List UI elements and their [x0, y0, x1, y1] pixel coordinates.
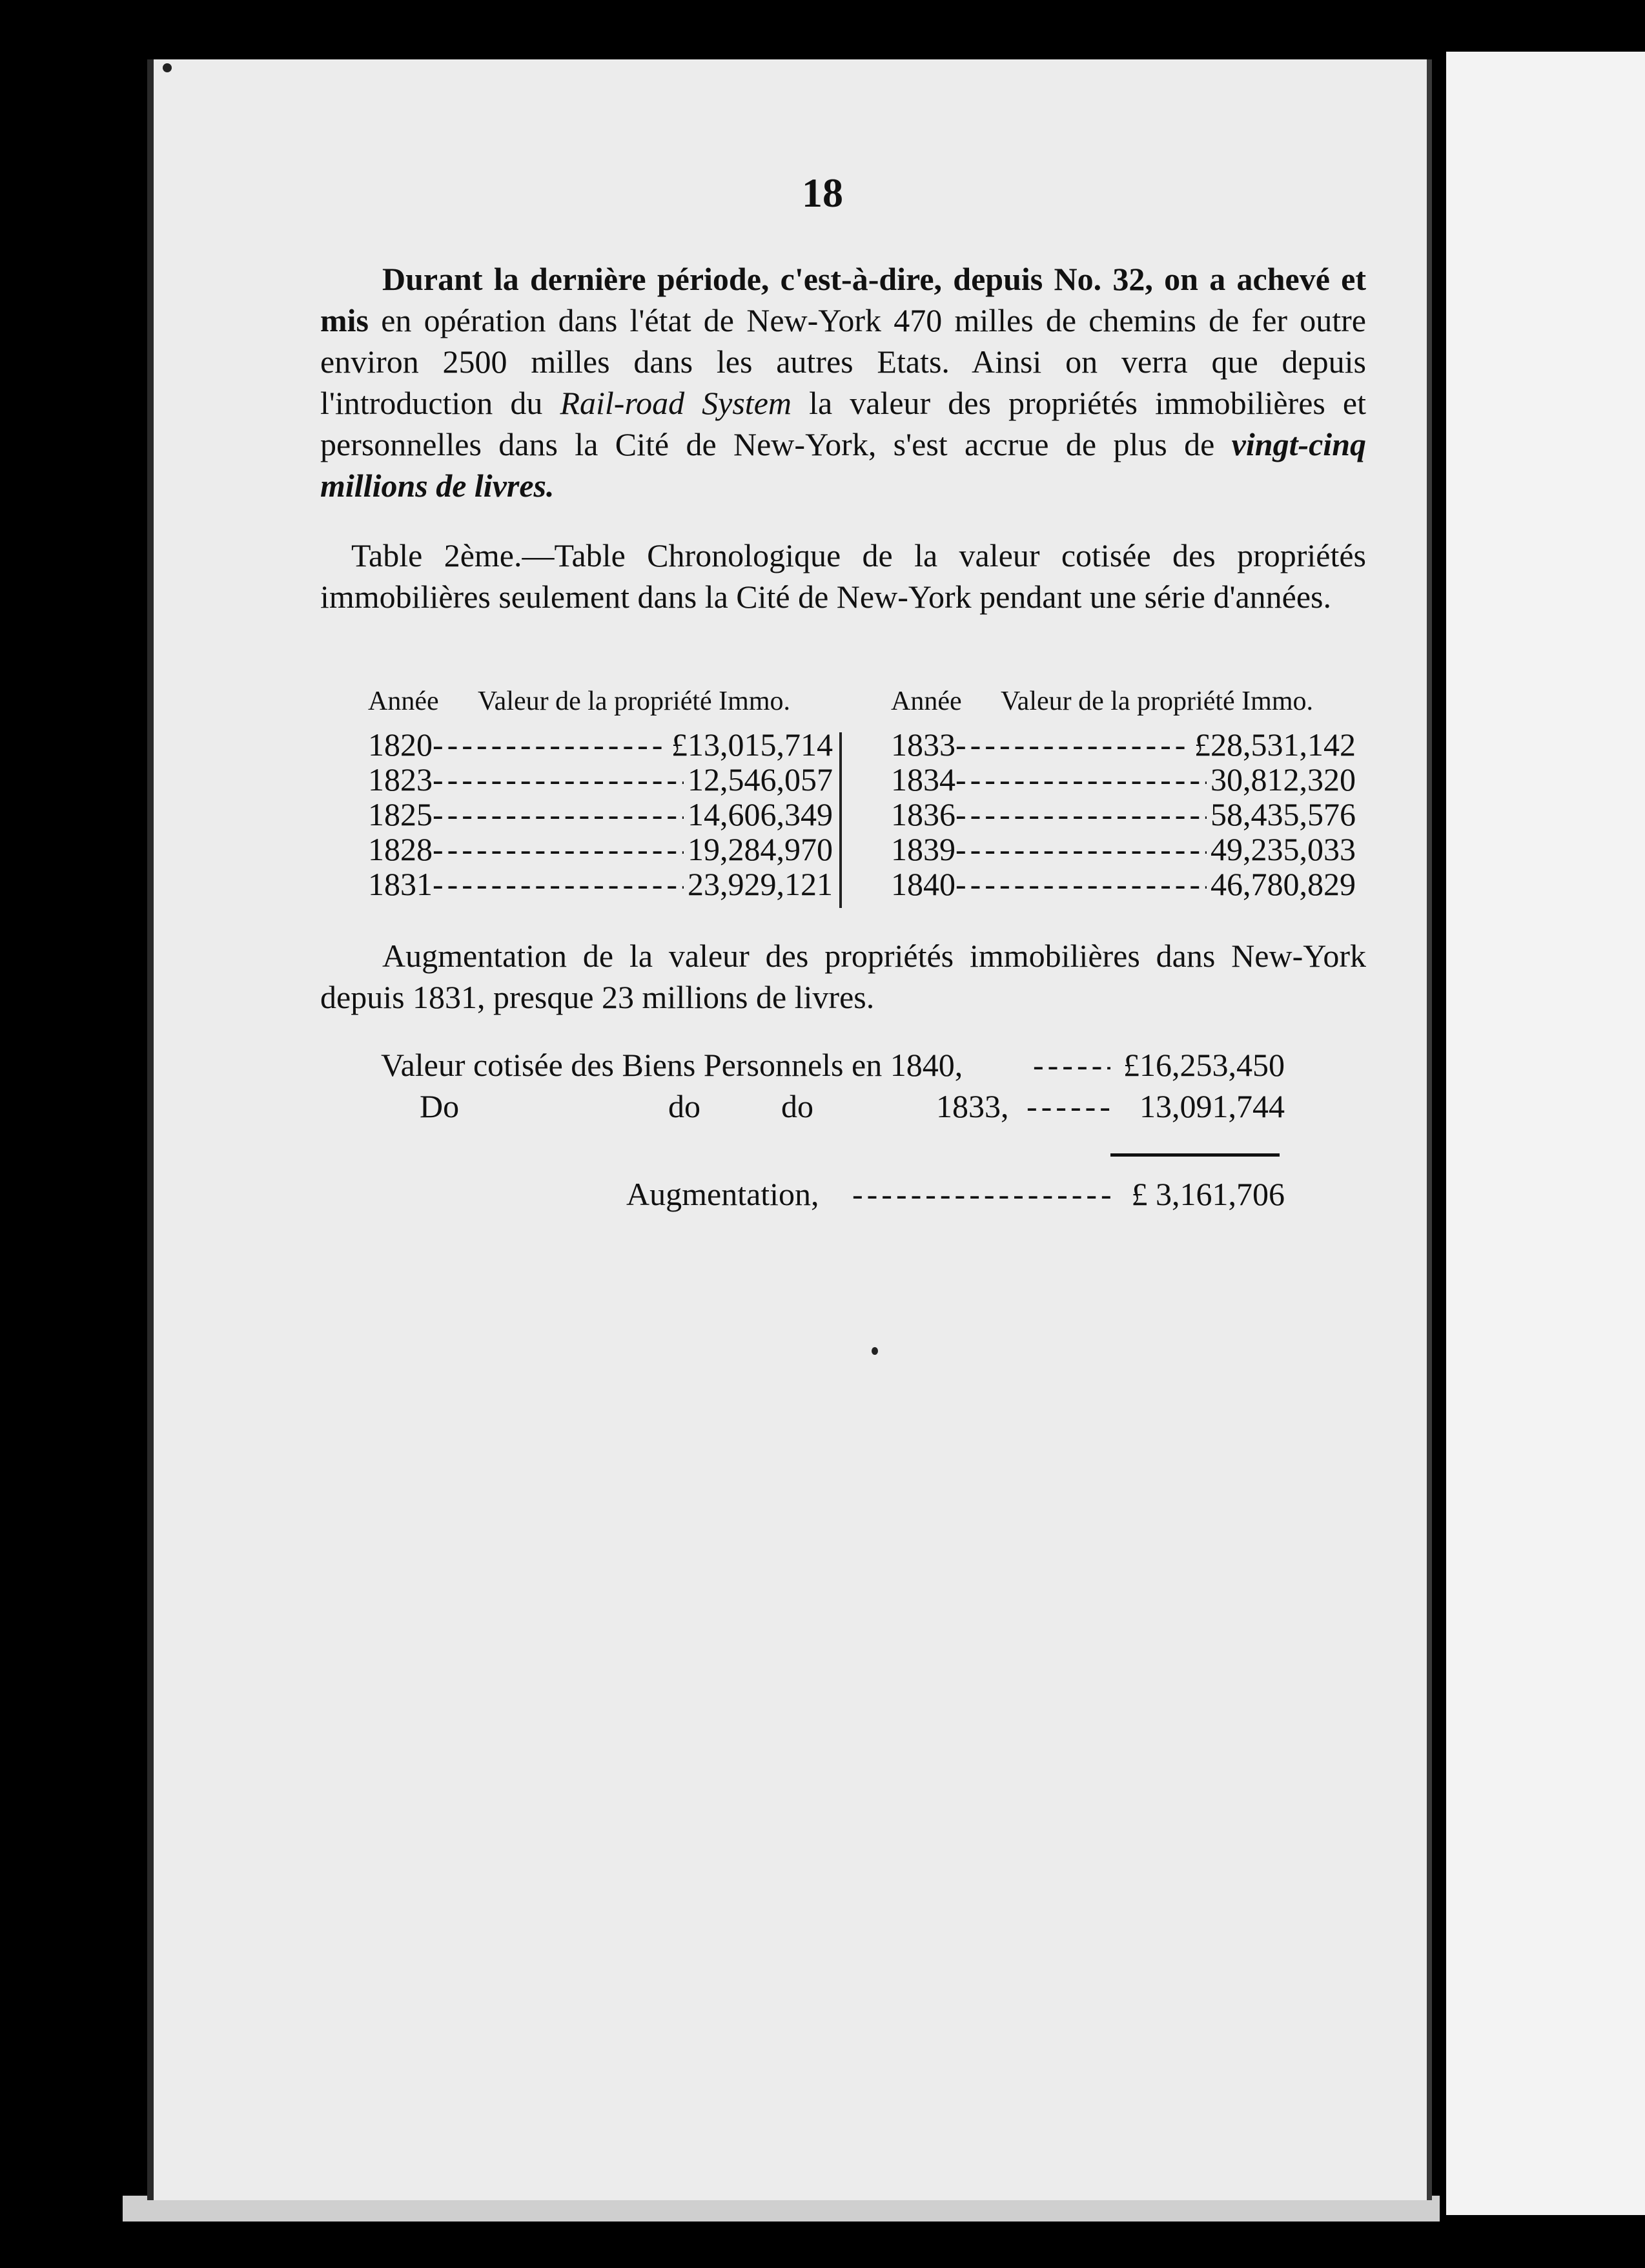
leader-dots [955, 727, 1190, 762]
paragraph-text-b: la valeur des propriétés immobilières et personnelles dans la Cité de New-York, s'est accrue de plus de [320, 385, 1367, 462]
table-row [891, 797, 1356, 832]
value-cell: 30,812,320 [1211, 761, 1356, 798]
table-row [891, 762, 1356, 797]
leader-dots [852, 1175, 1110, 1213]
ledger-year: 1833, [936, 1088, 1009, 1124]
value-cell: 46,780,829 [1211, 866, 1356, 902]
year-cell: 1840 [891, 866, 955, 902]
value-cell: £13,015,714 [671, 727, 833, 763]
value-cell: 58,435,576 [1211, 796, 1356, 832]
table-row [891, 832, 1356, 867]
leader-dots [433, 832, 684, 867]
sum-rule [1110, 1153, 1280, 1157]
leader-dots [1033, 1046, 1110, 1084]
ditto-mark: Do [420, 1088, 460, 1124]
table-row [891, 727, 1356, 762]
leader-dots [433, 867, 684, 902]
year-header: Année [891, 686, 962, 716]
value-header: Valeur de la propriété Immo. [478, 686, 790, 716]
table-header [891, 686, 1356, 727]
paragraph-table-caption [320, 535, 1366, 617]
table-row [368, 727, 833, 762]
italic-phrase: Rail-road System [560, 385, 792, 421]
paragraph-augmentation [320, 935, 1366, 1018]
table-row [891, 867, 1356, 902]
year-cell: 1825 [368, 796, 433, 832]
augmentation-text: Augmentation de la valeur des propriétés immobilières dans New-York depuis 1831, presque 23 millions de livres. [320, 938, 1366, 1015]
year-cell: 1820 [368, 727, 433, 763]
ledger-total-row [381, 1175, 1285, 1217]
value-cell: 49,235,033 [1211, 831, 1356, 867]
ledger-row [381, 1088, 1285, 1129]
paragraph-lead: Durant la dernière période, c'est-à-dire, depuis No. 32, on a achevé et mis [320, 261, 1366, 338]
table-column-right [891, 686, 1356, 902]
value-cell: 23,929,121 [688, 866, 833, 902]
leader-dots [1027, 1088, 1110, 1125]
ledger-value: £16,253,450 [1123, 1047, 1285, 1083]
leader-dots [433, 762, 684, 797]
leader-dots [955, 832, 1207, 867]
year-cell: 1839 [891, 831, 955, 867]
table-divider [839, 732, 842, 908]
leader-dots [955, 762, 1207, 797]
table-row [368, 867, 833, 902]
value-cell: £28,531,142 [1194, 727, 1356, 763]
leader-dots [433, 727, 668, 762]
table-row [368, 797, 833, 832]
value-cell: 19,284,970 [688, 831, 833, 867]
year-cell: 1831 [368, 866, 433, 902]
ink-speck [163, 63, 172, 72]
page-number: 18 [802, 170, 843, 216]
leader-dots [433, 797, 684, 832]
value-cell: 14,606,349 [688, 796, 833, 832]
table-column-left [368, 686, 833, 902]
ink-speck [872, 1347, 878, 1355]
year-header: Année [368, 686, 439, 716]
year-cell: 1834 [891, 761, 955, 798]
facing-page [1446, 52, 1645, 2215]
total-value: £ 3,161,706 [1131, 1176, 1285, 1212]
table-header [368, 686, 833, 727]
paragraph-text-a: en opération dans l'état de New-York 470 milles de chemins de fer outre environ 2500 milles dans les autres Etats. Ainsi on verra que depuis l'introduction du [320, 302, 1366, 421]
ledger-value: 13,091,744 [1139, 1088, 1285, 1124]
bold-italic-phrase: vingt-cinq millions de livres. [320, 426, 1366, 504]
ditto-mark: do [781, 1088, 813, 1124]
year-cell: 1836 [891, 796, 955, 832]
leader-dots [955, 867, 1207, 902]
leader-dots [955, 797, 1207, 832]
table-caption: Table 2ème.—Table Chronologique de la valeur cotisée des propriétés immobilières seulement dans la Cité de New-York pendant une série d'années. [320, 537, 1366, 615]
ledger-label: Valeur cotisée des Biens Personnels en 1840, [381, 1047, 963, 1083]
value-header: Valeur de la propriété Immo. [1001, 686, 1313, 716]
total-label: Augmentation, [626, 1176, 819, 1212]
value-cell: 12,546,057 [688, 761, 833, 798]
table-row [368, 762, 833, 797]
year-cell: 1833 [891, 727, 955, 763]
ditto-mark: do [668, 1088, 700, 1124]
chronological-table [368, 686, 1356, 905]
year-cell: 1823 [368, 761, 433, 798]
ledger-row [381, 1046, 1285, 1088]
paragraph-railroad-intro [320, 258, 1366, 506]
table-row [368, 832, 833, 867]
year-cell: 1828 [368, 831, 433, 867]
